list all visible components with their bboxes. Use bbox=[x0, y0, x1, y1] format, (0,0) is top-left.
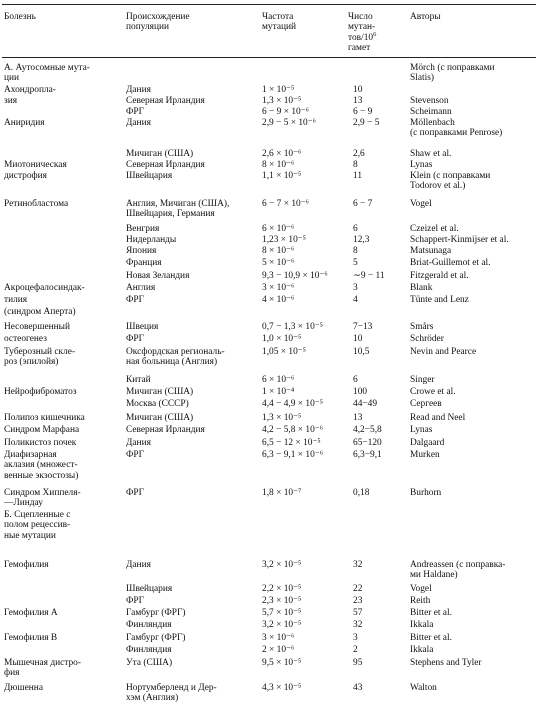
origin-cell: Англия bbox=[126, 283, 156, 293]
count-cell: 22 bbox=[353, 584, 363, 594]
header-authors: Авторы bbox=[410, 12, 441, 22]
frequency-cell: 5,7 × 10⁻⁵ bbox=[262, 608, 302, 618]
frequency-cell: 3 × 10⁻⁶ bbox=[262, 283, 295, 293]
frequency-cell: 8 × 10⁻⁶ bbox=[262, 246, 295, 256]
disease-cell: Ретинобластома bbox=[4, 199, 69, 209]
count-cell: 44−49 bbox=[353, 399, 378, 409]
authors-cell: Andreassen (с поправка- ми Haldane) bbox=[410, 560, 506, 581]
origin-cell: Ута (США) bbox=[126, 658, 173, 668]
header-rule bbox=[2, 57, 536, 58]
origin-cell: Гамбург (ФРГ) bbox=[126, 608, 186, 618]
origin-cell: Гамбург (ФРГ) bbox=[126, 633, 186, 643]
disease-cell: остеогенез bbox=[4, 334, 47, 344]
frequency-cell: 3 × 10⁻⁶ bbox=[262, 633, 295, 643]
top-rule bbox=[2, 4, 536, 5]
authors-cell: Stevenson bbox=[410, 96, 449, 106]
authors-cell: Schröder bbox=[410, 334, 444, 344]
disease-cell: дистрофия bbox=[4, 171, 47, 181]
frequency-cell: 1,05 × 10⁻⁵ bbox=[262, 347, 306, 357]
authors-cell: Crowe et al. bbox=[410, 387, 456, 397]
origin-cell: Венгрия bbox=[126, 224, 160, 234]
count-cell: 3 bbox=[353, 283, 358, 293]
header-count bbox=[348, 12, 376, 54]
frequency-cell: 2,9 − 5 × 10⁻⁶ bbox=[262, 118, 316, 128]
count-cell: 10,5 bbox=[353, 347, 370, 357]
frequency-cell: 9,5 × 10⁻⁵ bbox=[262, 658, 302, 668]
frequency-cell: 4,2 − 5,8 × 10⁻⁶ bbox=[262, 425, 323, 435]
origin-cell: Дания bbox=[126, 118, 151, 128]
origin-cell: Швейцария bbox=[126, 171, 173, 181]
origin-cell: Нортумберленд и Дер- хэм (Англия) bbox=[126, 683, 217, 704]
disease-cell: зия bbox=[4, 96, 18, 106]
authors-cell: Blank bbox=[410, 283, 433, 293]
origin-cell: Финляндия bbox=[126, 645, 172, 655]
count-cell: 6 − 9 bbox=[353, 107, 373, 117]
origin-cell: ФРГ bbox=[126, 295, 145, 305]
count-cell: 95 bbox=[353, 658, 363, 668]
authors-cell: Schappert-Kinmijser et al. bbox=[410, 235, 509, 245]
authors-cell: Read and Neel bbox=[410, 413, 466, 423]
frequency-cell: 1,3 × 10⁻⁵ bbox=[262, 413, 302, 423]
count-cell: 57 bbox=[353, 608, 363, 618]
frequency-cell: 6 − 7 × 10⁻⁶ bbox=[262, 199, 309, 209]
origin-cell: Северная Ирландия bbox=[126, 160, 205, 170]
count-cell: 5 bbox=[353, 258, 358, 268]
count-cell: 43 bbox=[353, 683, 363, 693]
origin-cell: Дания bbox=[126, 560, 151, 570]
frequency-cell: 8 × 10⁻⁶ bbox=[262, 160, 295, 170]
authors-cell: Bitter et al. bbox=[410, 633, 452, 643]
frequency-cell: 6 − 9 × 10⁻⁶ bbox=[262, 107, 309, 117]
disease-cell: Гемофилия bbox=[4, 560, 49, 570]
authors-cell: Czeizel et al. bbox=[410, 224, 459, 234]
frequency-cell: 9,3 − 10,9 × 10⁻⁶ bbox=[262, 271, 328, 281]
origin-cell: Финляндия bbox=[126, 620, 172, 630]
origin-cell: Англия, Мичиган (США), Швейцария, Германия bbox=[126, 199, 230, 220]
authors-cell: Smårs bbox=[410, 322, 434, 332]
disease-cell: Несовершенный bbox=[4, 322, 70, 332]
frequency-cell: 6 × 10⁻⁶ bbox=[262, 375, 295, 385]
disease-cell: Туберозный скле- роз (эпилойя) bbox=[4, 347, 76, 368]
count-cell: 10 bbox=[353, 334, 363, 344]
header-origin-line2: популяции bbox=[126, 22, 170, 33]
frequency-cell: 2,6 × 10⁻⁶ bbox=[262, 149, 302, 159]
authors-cell: Walton bbox=[410, 683, 437, 693]
header-frequency-line2: мутаций bbox=[262, 22, 297, 33]
header-origin-line1: Происхождение bbox=[126, 12, 190, 22]
frequency-cell: 0,7 − 1,3 × 10⁻⁵ bbox=[262, 322, 323, 332]
header-count-line3: тов/$10^6$ bbox=[348, 30, 377, 43]
header-disease: Болезнь bbox=[4, 12, 36, 22]
frequency-cell: 1,0 × 10⁻⁵ bbox=[262, 334, 302, 344]
count-cell: 32 bbox=[353, 560, 363, 570]
authors-cell: Fitzgerald et al. bbox=[410, 271, 469, 281]
frequency-cell: 2,3 × 10⁻⁵ bbox=[262, 596, 302, 606]
authors-cell: Reith bbox=[410, 596, 431, 606]
origin-cell: Оксфордская региональ- ная больница (Англия) bbox=[126, 347, 225, 368]
frequency-cell: 6 × 10⁻⁶ bbox=[262, 224, 295, 234]
origin-cell: Мичиган (США) bbox=[126, 413, 194, 423]
disease-cell: А. Аутосомные мута- ции bbox=[4, 63, 90, 84]
header-origin bbox=[126, 12, 190, 33]
disease-cell: Нейрофиброматоз bbox=[4, 387, 77, 397]
count-cell: 13 bbox=[353, 413, 363, 423]
authors-cell: Ikkala bbox=[410, 620, 434, 630]
frequency-cell: 4,4 − 4,9 × 10⁻⁵ bbox=[262, 399, 323, 409]
count-cell: 6 − 7 bbox=[353, 199, 373, 209]
authors-cell: Lynas bbox=[410, 425, 433, 435]
origin-cell: ФРГ bbox=[126, 488, 145, 498]
authors-cell: Vogel bbox=[410, 199, 432, 209]
disease-cell: Мышечная дистро- фия bbox=[4, 658, 81, 679]
frequency-cell: 1,23 × 10⁻⁵ bbox=[262, 235, 306, 245]
origin-cell: ФРГ bbox=[126, 450, 145, 460]
authors-cell: Stephens and Tyler bbox=[410, 658, 482, 668]
origin-cell: Франция bbox=[126, 258, 162, 268]
authors-cell: Lynas bbox=[410, 160, 433, 170]
disease-cell: Диафизарная аклазия (множест- венные экзостозы) bbox=[4, 450, 79, 481]
disease-cell: (синдром Аперта) bbox=[4, 307, 76, 317]
count-cell: 7−13 bbox=[353, 322, 373, 332]
authors-cell: Matsunaga bbox=[410, 246, 452, 256]
count-cell: 6 bbox=[353, 375, 358, 385]
count-cell: 10 bbox=[353, 85, 363, 95]
count-cell: 4,2−5,8 bbox=[353, 425, 382, 435]
frequency-cell: 2,2 × 10⁻⁵ bbox=[262, 584, 302, 594]
origin-cell: ФРГ bbox=[126, 596, 145, 606]
count-cell: 8 bbox=[353, 160, 358, 170]
disease-cell: Синдром Марфана bbox=[4, 425, 80, 435]
header-frequency-line1: Частота bbox=[262, 12, 294, 22]
origin-cell: ФРГ bbox=[126, 334, 145, 344]
authors-cell: Scheimann bbox=[410, 107, 452, 117]
authors-cell: Burhorn bbox=[410, 488, 442, 498]
authors-cell: Tünte and Lenz bbox=[410, 295, 469, 305]
disease-cell: Ахондропла- bbox=[4, 85, 56, 95]
disease-cell: Миотоническая bbox=[4, 160, 67, 170]
disease-cell: тилия bbox=[4, 295, 28, 305]
origin-cell: Северная Ирландия bbox=[126, 96, 205, 106]
frequency-cell: 6,3 − 9,1 × 10⁻⁶ bbox=[262, 450, 323, 460]
count-cell: 65−120 bbox=[353, 438, 382, 448]
authors-cell: Mörch (с поправками Slatis) bbox=[410, 63, 495, 84]
count-cell: 23 bbox=[353, 596, 363, 606]
origin-cell: Швейцария bbox=[126, 584, 173, 594]
frequency-cell: 5 × 10⁻⁶ bbox=[262, 258, 295, 268]
disease-cell: Аниридия bbox=[4, 118, 45, 128]
frequency-cell: 1 × 10⁻⁵ bbox=[262, 85, 295, 95]
origin-cell: Нидерланды bbox=[126, 235, 177, 245]
authors-cell: Shaw et al. bbox=[410, 149, 452, 159]
origin-cell: Швеция bbox=[126, 322, 159, 332]
count-cell: 6 bbox=[353, 224, 358, 234]
origin-cell: Дания bbox=[126, 438, 151, 448]
origin-cell: Москва (СССР) bbox=[126, 399, 189, 409]
authors-cell: Сергеев bbox=[410, 399, 442, 409]
header-count-line2: мутан- bbox=[348, 22, 376, 33]
origin-cell: Мичиган (США) bbox=[126, 149, 194, 159]
disease-cell: Б. Сцепленные с полом рецессив- ные мутации bbox=[4, 510, 71, 541]
count-cell: 6,3−9,1 bbox=[353, 450, 382, 460]
frequency-cell: 4 × 10⁻⁶ bbox=[262, 295, 295, 305]
disease-cell: Акроцефалосиндак- bbox=[4, 283, 85, 293]
origin-cell: ФРГ bbox=[126, 107, 145, 117]
authors-cell: Bitter et al. bbox=[410, 608, 452, 618]
authors-cell: Klein (с поправками Todorov et al.) bbox=[410, 171, 491, 192]
origin-cell: Северная Ирландия bbox=[126, 425, 205, 435]
authors-cell: Singer bbox=[410, 375, 435, 385]
frequency-cell: 1 × 10⁻⁴ bbox=[262, 387, 295, 397]
count-cell: 100 bbox=[353, 387, 368, 397]
frequency-cell: 4,3 × 10⁻⁵ bbox=[262, 683, 302, 693]
authors-cell: Vogel bbox=[410, 584, 432, 594]
header-count-line1: Число bbox=[348, 12, 373, 22]
count-cell: 2,9 − 5 bbox=[353, 118, 380, 128]
origin-cell: Мичиган (США) bbox=[126, 387, 194, 397]
frequency-cell: 2 × 10⁻⁶ bbox=[262, 645, 295, 655]
origin-cell: Китай bbox=[126, 375, 151, 385]
disease-cell: Полипоз кишечника bbox=[4, 413, 85, 423]
count-cell: 2 bbox=[353, 645, 358, 655]
count-cell: 8 bbox=[353, 246, 358, 256]
count-cell: ∼9 − 11 bbox=[353, 271, 385, 281]
count-cell: 11 bbox=[353, 171, 363, 181]
count-cell: 3 bbox=[353, 633, 358, 643]
disease-cell: Поликистоз почек bbox=[4, 438, 77, 448]
disease-cell: Гемофилия В bbox=[4, 633, 58, 643]
count-cell: 12,3 bbox=[353, 235, 370, 245]
disease-cell: Дюшенна bbox=[4, 683, 43, 693]
origin-cell: Дания bbox=[126, 85, 151, 95]
frequency-cell: 6,5 − 12 × 10⁻⁵ bbox=[262, 438, 321, 448]
count-cell: 0,18 bbox=[353, 488, 370, 498]
origin-cell: Япония bbox=[126, 246, 157, 256]
frequency-cell: 1,3 × 10⁻⁵ bbox=[262, 96, 302, 106]
authors-cell: Murken bbox=[410, 450, 440, 460]
header-count-line4: гамет bbox=[348, 43, 371, 54]
authors-cell: Möllenbach (с поправками Penrose) bbox=[410, 118, 503, 139]
count-cell: 4 bbox=[353, 295, 358, 305]
authors-cell: Dalgaard bbox=[410, 438, 445, 448]
disease-cell: Гемофилия А bbox=[4, 608, 58, 618]
authors-cell: Briat-Guillemot et al. bbox=[410, 258, 491, 268]
count-cell: 2,6 bbox=[353, 149, 365, 159]
authors-cell: Nevin and Pearce bbox=[410, 347, 477, 357]
count-cell: 32 bbox=[353, 620, 363, 630]
frequency-cell: 1,1 × 10⁻⁵ bbox=[262, 171, 302, 181]
count-cell: 13 bbox=[353, 96, 363, 106]
disease-cell: Синдром Хиппеля- —Линдау bbox=[4, 488, 81, 509]
frequency-cell: 3,2 × 10⁻⁵ bbox=[262, 560, 302, 570]
frequency-cell: 1,8 × 10⁻⁷ bbox=[262, 488, 302, 498]
origin-cell: Новая Зеландия bbox=[126, 271, 190, 281]
frequency-cell: 3,2 × 10⁻⁵ bbox=[262, 620, 302, 630]
authors-cell: Ikkala bbox=[410, 645, 434, 655]
header-frequency bbox=[262, 12, 296, 33]
